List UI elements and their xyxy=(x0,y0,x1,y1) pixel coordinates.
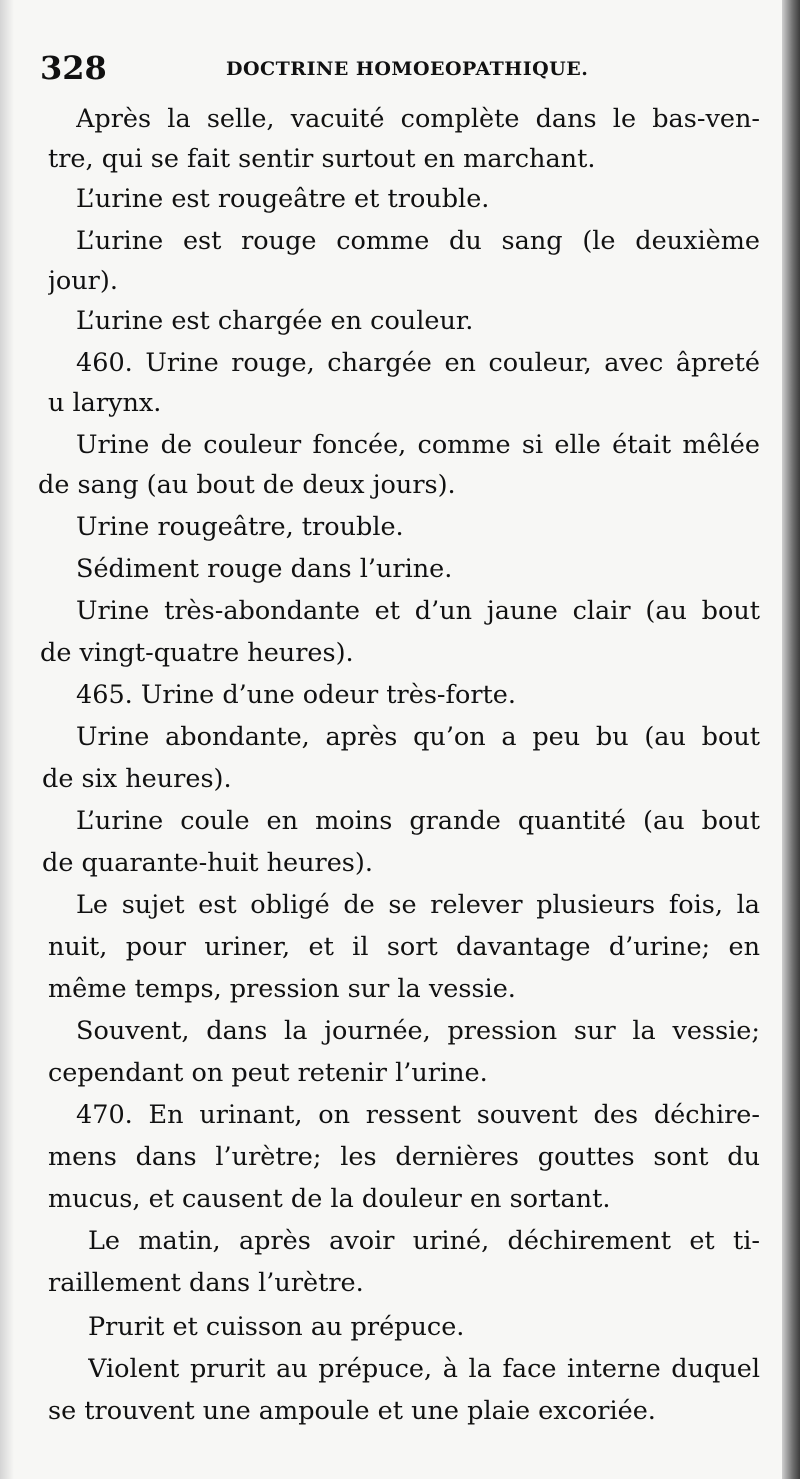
text-line: mens dans l’urètre; les dernières gouttes sont du xyxy=(48,1142,760,1172)
text-line: Après la selle, vacuité complète dans le bas-ven- xyxy=(76,104,760,134)
text-line: raillement dans l’urètre. xyxy=(48,1268,364,1298)
text-line: cependant on peut retenir l’urine. xyxy=(48,1058,488,1088)
text-line: se trouvent une ampoule et une plaie excoriée. xyxy=(48,1396,656,1426)
text-line: u larynx. xyxy=(48,388,162,418)
text-line: Urine très-abondante et d’un jaune clair (au bout xyxy=(76,596,760,626)
text-line: 470. En urinant, on ressent souvent des déchire- xyxy=(76,1100,760,1130)
text-line: Souvent, dans la journée, pression sur la vessie; xyxy=(76,1016,760,1046)
text-line: jour). xyxy=(48,266,118,296)
text-line: de quarante-huit heures). xyxy=(42,848,373,878)
text-line: L’urine est rougeâtre et trouble. xyxy=(76,184,490,214)
text-line: Violent prurit au prépuce, à la face interne duquel xyxy=(88,1354,760,1384)
text-line: de six heures). xyxy=(42,764,232,794)
text-line: Le matin, après avoir uriné, déchirement et ti- xyxy=(88,1226,760,1256)
running-head: DOCTRINE HOMOEOPATHIQUE. xyxy=(226,58,589,80)
text-line: même temps, pression sur la vessie. xyxy=(48,974,516,1004)
text-line: nuit, pour uriner, et il sort davantage d’urine; en xyxy=(48,932,760,962)
text-line: Urine abondante, après qu’on a peu bu (au bout xyxy=(76,722,760,752)
text-line: L’urine est rouge comme du sang (le deuxième xyxy=(76,226,760,256)
page-left-edge xyxy=(0,0,14,1479)
page-header xyxy=(40,48,760,88)
text-line: de sang (au bout de deux jours). xyxy=(38,470,456,500)
text-line: 460. Urine rouge, chargée en couleur, avec âpreté xyxy=(76,348,760,378)
text-line: Sédiment rouge dans l’urine. xyxy=(76,554,453,584)
text-line: de vingt-quatre heures). xyxy=(40,638,354,668)
text-line: tre, qui se fait sentir surtout en marchant. xyxy=(48,144,596,174)
page-number: 328 xyxy=(40,49,107,87)
page-right-edge xyxy=(782,0,800,1479)
text-line: L’urine coule en moins grande quantité (au bout xyxy=(76,806,760,836)
text-line: 465. Urine d’une odeur très-forte. xyxy=(76,680,516,710)
text-line: Urine rougeâtre, trouble. xyxy=(76,512,404,542)
text-line: Urine de couleur foncée, comme si elle était mêlée xyxy=(76,430,760,460)
text-line: L’urine est chargée en couleur. xyxy=(76,306,474,336)
text-line: mucus, et causent de la douleur en sortant. xyxy=(48,1184,611,1214)
text-line: Le sujet est obligé de se relever plusieurs fois, la xyxy=(76,890,760,920)
text-line: Prurit et cuisson au prépuce. xyxy=(88,1312,465,1342)
